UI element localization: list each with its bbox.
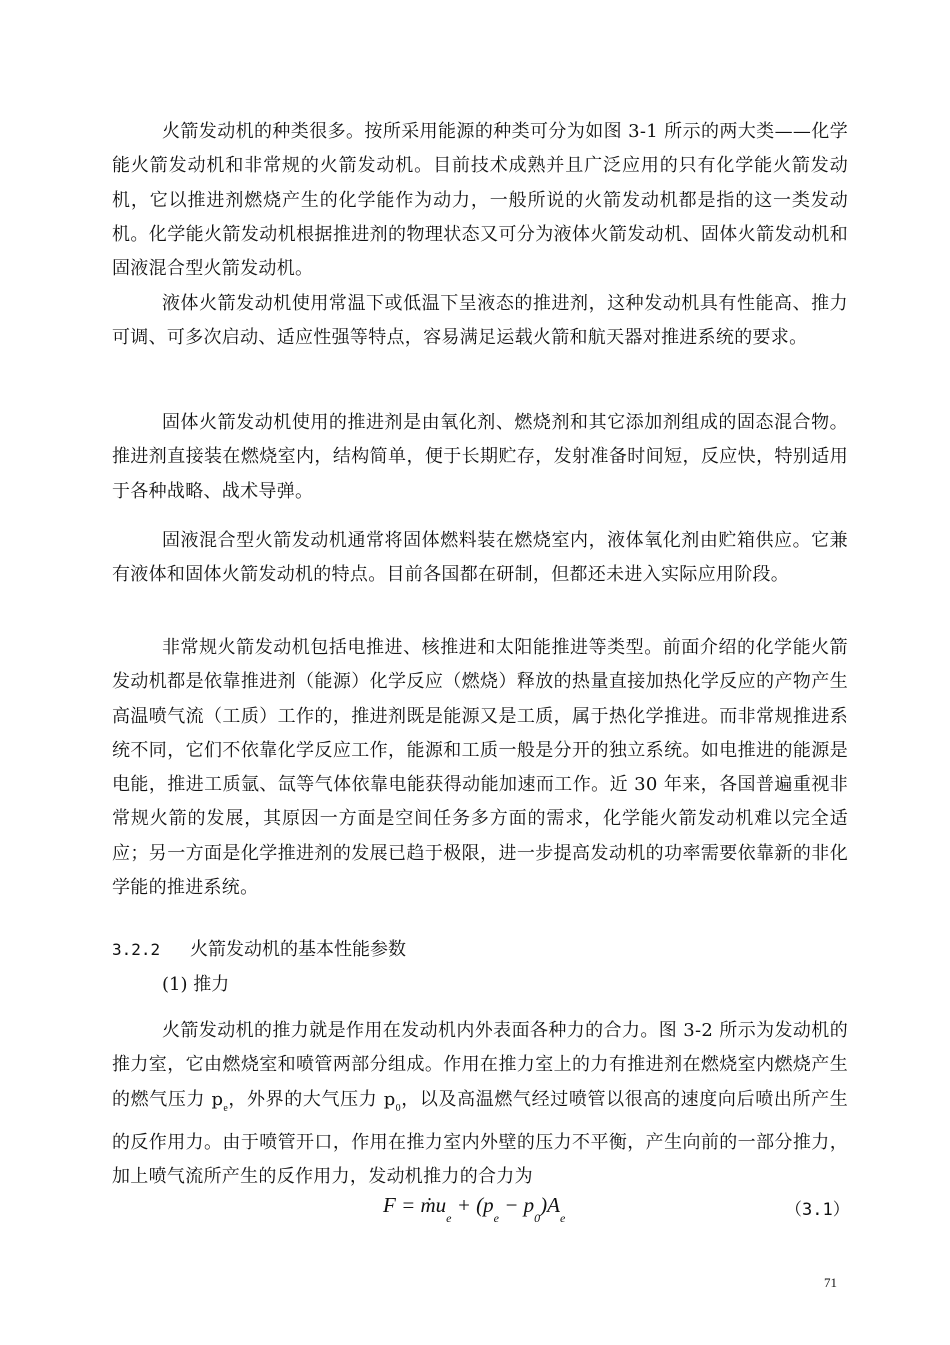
eq-mid2: − p (499, 1193, 535, 1217)
thrust-text-part1: 火箭发动机的推力就是作用在发动机内外表面各种力的合力。图 3-2 所示为发动机的推力室，它由燃烧室和喷管两部分组成。作用在推力室上的力有推进剂在燃烧室内燃烧产生的燃气压力 p (112, 1020, 848, 1110)
eq-sub-e2: e (493, 1211, 499, 1225)
thrust-text-part3: ，以及高温燃气经过喷管以很高的速度向后喷出所产生的反作用力。由于喷管开口，作用在推力室内外壁的压力不平衡，产生向前的一部分推力，加上喷气流所产生的反作用力，发动机推力的合力为 (112, 1088, 849, 1188)
paragraph-hybrid-rocket: 固液混合型火箭发动机通常将固体燃料装在燃烧室内，液体氧化剂由贮箱供应。它兼有液体和固体火箭发动机的特点。目前各国都在研制，但都还未进入实际应用阶段。 (112, 530, 848, 586)
paragraph-thrust (112, 1014, 848, 1194)
eq-mid3: )A (540, 1193, 560, 1217)
thrust-text-part2: ，外界的大气压力 p (228, 1088, 396, 1110)
paragraph-rocket-engine-types: 火箭发动机的种类很多。按所采用能源的种类可分为如图 3-1 所示的两大类——化学能火箭发动机和非常规的火箭发动机。目前技术成熟并且广泛应用的只有化学能火箭发动机，它以推进剂燃烧产生的化学能作为动力，一般所说的火箭发动机都是指的这一类发动机。化学能火箭发动机根据推进剂的物理状态又可分为液体火箭发动机、固体火箭发动机和固液混合型火箭发动机。 (112, 121, 848, 280)
page-number: 71 (824, 1275, 837, 1290)
eq-sub-e3: e (560, 1211, 566, 1225)
eq-sub-e1: e (446, 1211, 452, 1225)
section-number: 3.2.2 (112, 940, 161, 959)
paragraph-solid-rocket: 固体火箭发动机使用的推进剂是由氧化剂、燃烧剂和其它添加剂组成的固态混合物。推进剂直接装在燃烧室内，结构简单，便于长期贮存，发射准备时间短，反应快，特别适用于各种战略、战术导弹。 (112, 412, 848, 502)
eq-sub-0: 0 (534, 1211, 541, 1225)
pressure-subscript-0: 0 (395, 1102, 401, 1114)
section-heading (112, 935, 406, 965)
equation-number: （3.1） (785, 1200, 850, 1220)
section-title: 火箭发动机的基本性能参数 (190, 939, 406, 960)
subsection-heading: (1) 推力 (162, 974, 230, 995)
paragraph-liquid-rocket: 液体火箭发动机使用常温下或低温下呈液态的推进剂，这种发动机具有性能高、推力可调、可多次启动、适应性强等特点，容易满足运载火箭和航天器对推进系统的要求。 (112, 293, 848, 349)
thrust-equation (383, 1193, 565, 1226)
paragraph-unconventional-rocket: 非常规火箭发动机包括电推进、核推进和太阳能推进等类型。前面介绍的化学能火箭发动机都是依靠推进剂（能源）化学反应（燃烧）释放的热量直接加热化学反应的产物产生高温喷气流（工质）工作的，推进剂既是能源又是工质，属于热化学推进。而非常规推进系统不同，它们不依靠化学反应工作，能源和工质一般是分开的独立系统。如电推进的能源是电能，推进工质氩、氙等气体依靠电能获得动能加速而工作。近 30 年来，各国普遍重视非常规火箭的发展，其原因一方面是空间任务多方面的需求，化学能火箭发动机难以完全适应；另一方面是化学推进剂的发展已趋于极限，进一步提高发动机的功率需要依靠新的非化学能的推进系统。 (112, 637, 848, 899)
eq-mid1: + (p (451, 1193, 494, 1217)
pressure-subscript-e: e (223, 1102, 229, 1114)
eq-lhs: F = ṁu (383, 1193, 447, 1217)
